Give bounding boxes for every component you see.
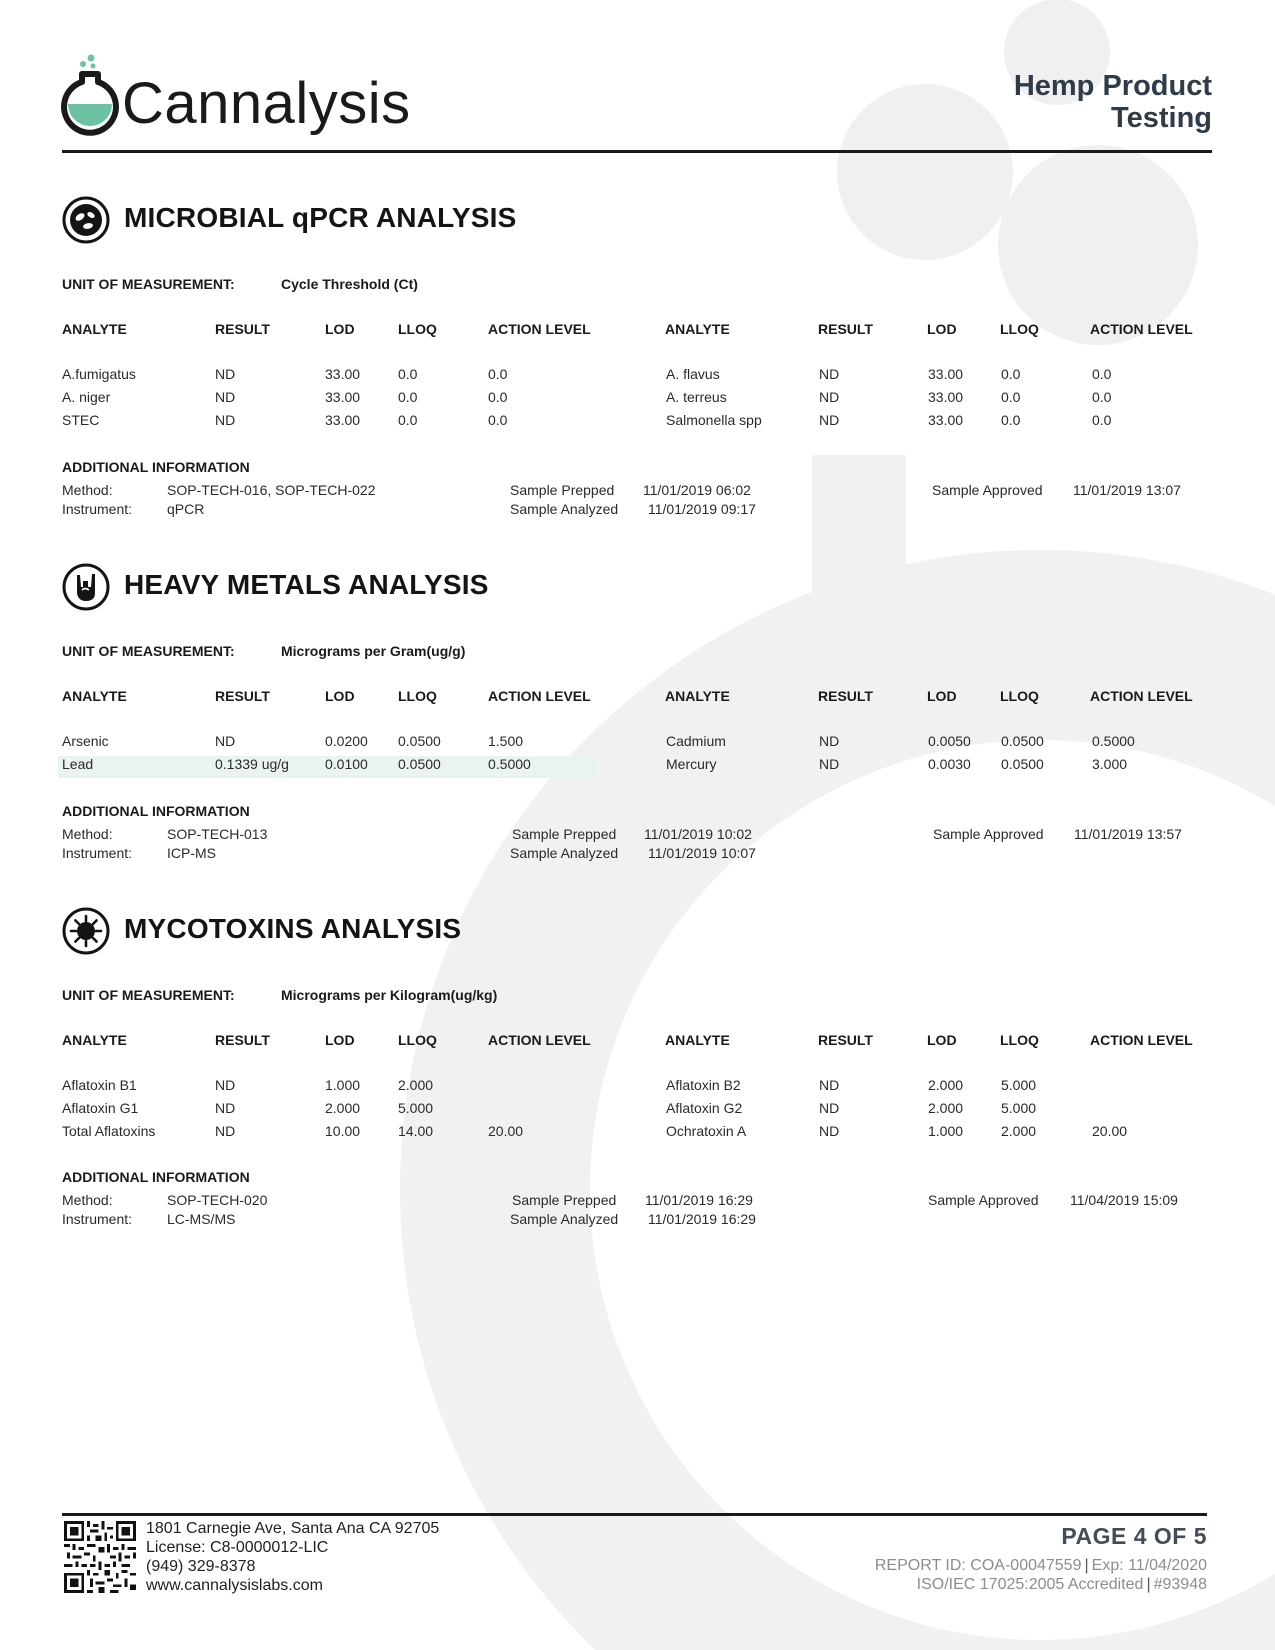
analyte-name: A. terreus [666, 389, 727, 405]
column-header-action-level: ACTION LEVEL [488, 688, 591, 704]
instrument-label: Instrument: [62, 501, 133, 517]
lod-value: 33.00 [325, 412, 361, 428]
accreditation-line: ISO/IEC 17025:2005 Accredited | #93948 [916, 1576, 1207, 1593]
column-header-lloq: LLOQ [1000, 1032, 1039, 1048]
lloq-value: 2.000 [1001, 1123, 1037, 1139]
microbial-section [62, 196, 1212, 526]
result-value: ND [819, 756, 840, 772]
column-header-lod: LOD [927, 321, 957, 337]
sample-analyzed-label: Sample Analyzed [510, 845, 619, 861]
lloq-value: 5.000 [398, 1100, 434, 1116]
column-header-lod: LOD [927, 1032, 957, 1048]
mycotoxins-section [62, 907, 1212, 1237]
column-header-result: RESULT [215, 1032, 270, 1048]
table-row [62, 1077, 1212, 1099]
lloq-value: 0.0500 [1001, 733, 1044, 749]
table-row [62, 412, 1212, 434]
analyte-name: A.fumigatus [62, 366, 136, 382]
analyte-name: Salmonella spp [666, 412, 762, 428]
accreditation: ISO/IEC 17025:2005 Accredited [916, 1576, 1144, 1593]
header-divider [62, 150, 1212, 153]
method-value: SOP-TECH-013 [167, 826, 268, 842]
analyte-name: STEC [62, 412, 100, 428]
result-value: ND [819, 1100, 840, 1116]
report-expiry: Exp: 11/04/2020 [1091, 1557, 1207, 1574]
certificate-number: #93948 [1153, 1576, 1207, 1593]
microbe-icon [62, 196, 110, 244]
column-header-action-level: ACTION LEVEL [1090, 1032, 1193, 1048]
document-type-line-2: Testing [1111, 102, 1212, 134]
result-value: 0.1339 ug/g [215, 756, 289, 772]
sample-approved-label: Sample Approved [932, 482, 1043, 498]
result-value: ND [819, 389, 840, 405]
column-header-lod: LOD [325, 688, 355, 704]
action-level-value: 1.500 [488, 733, 524, 749]
lab-phone[interactable]: (949) 329-8378 [146, 1558, 256, 1575]
method-value: SOP-TECH-020 [167, 1192, 268, 1208]
sample-prepped-label: Sample Prepped [510, 482, 615, 498]
lod-value: 2.000 [325, 1100, 361, 1116]
result-value: ND [819, 733, 840, 749]
lloq-value: 5.000 [1001, 1100, 1037, 1116]
column-header-analyte: ANALYTE [665, 688, 730, 704]
sample-prepped-value: 11/01/2019 16:29 [645, 1192, 753, 1208]
action-level-value: 0.0 [488, 366, 508, 382]
lod-value: 33.00 [928, 389, 964, 405]
lod-value: 33.00 [928, 366, 964, 382]
lloq-value: 0.0500 [398, 756, 441, 772]
result-value: ND [215, 1100, 236, 1116]
lod-value: 0.0050 [928, 733, 971, 749]
document-type-line-1: Hemp Product [1013, 70, 1212, 102]
result-value: ND [215, 412, 236, 428]
lloq-value: 14.00 [398, 1123, 434, 1139]
flask-logo-icon [60, 52, 120, 138]
lloq-value: 0.0 [1001, 366, 1021, 382]
result-value: ND [215, 1123, 236, 1139]
lod-value: 2.000 [928, 1100, 964, 1116]
table-row [62, 733, 1212, 755]
additional-information-heading: ADDITIONAL INFORMATION [62, 459, 250, 475]
section-title: MYCOTOXINS ANALYSIS [124, 913, 462, 944]
column-header-action-level: ACTION LEVEL [488, 1032, 591, 1048]
lod-value: 10.00 [325, 1123, 361, 1139]
qr-code-icon[interactable] [64, 1521, 136, 1593]
column-header-lod: LOD [325, 321, 355, 337]
analyte-name: Total Aflatoxins [62, 1123, 156, 1139]
column-header-action-level: ACTION LEVEL [1090, 321, 1193, 337]
table-row [62, 1100, 1212, 1122]
lod-value: 33.00 [325, 366, 361, 382]
result-value: ND [819, 366, 840, 382]
sample-analyzed-label: Sample Analyzed [510, 501, 619, 517]
sample-approved-label: Sample Approved [928, 1192, 1039, 1208]
lloq-value: 0.0 [398, 412, 418, 428]
analyte-name: A. niger [62, 389, 111, 405]
sample-prepped-value: 11/01/2019 06:02 [643, 482, 751, 498]
column-header-lloq: LLOQ [398, 688, 437, 704]
table-row-highlighted [62, 756, 1212, 778]
instrument-value: qPCR [167, 501, 205, 517]
sample-analyzed-value: 11/01/2019 16:29 [648, 1211, 756, 1227]
analyte-name: Lead [62, 756, 94, 772]
lod-value: 1.000 [325, 1077, 361, 1093]
lab-address: 1801 Carnegie Ave, Santa Ana CA 92705 [146, 1520, 440, 1537]
column-header-result: RESULT [818, 688, 873, 704]
footer-divider [62, 1513, 1207, 1516]
unit-label: UNIT OF MEASUREMENT: [62, 987, 235, 1003]
column-header-lod: LOD [927, 688, 957, 704]
lloq-value: 0.0 [1001, 412, 1021, 428]
table-row [62, 366, 1212, 388]
lod-value: 33.00 [928, 412, 964, 428]
action-level-value: 0.5000 [1092, 733, 1135, 749]
lloq-value: 0.0 [398, 366, 418, 382]
unit-label: UNIT OF MEASUREMENT: [62, 643, 235, 659]
lab-contact-block [146, 1519, 439, 1595]
column-header-result: RESULT [215, 688, 270, 704]
instrument-value: LC-MS/MS [167, 1211, 236, 1227]
lod-value: 0.0030 [928, 756, 971, 772]
rock-hand-icon [62, 563, 110, 611]
analyte-name: Aflatoxin B2 [666, 1077, 741, 1093]
lloq-value: 0.0500 [398, 733, 441, 749]
instrument-value: ICP-MS [167, 845, 216, 861]
unit-label: UNIT OF MEASUREMENT: [62, 276, 235, 292]
lod-value: 2.000 [928, 1077, 964, 1093]
column-header-analyte: ANALYTE [62, 688, 127, 704]
result-value: ND [819, 1123, 840, 1139]
action-level-value: 0.0 [1092, 366, 1112, 382]
sample-approved-value: 11/01/2019 13:57 [1074, 826, 1182, 842]
brand-name: Cannalysis [122, 71, 411, 136]
analyte-name: Aflatoxin G1 [62, 1100, 139, 1116]
column-header-analyte: ANALYTE [665, 321, 730, 337]
column-header-lloq: LLOQ [398, 1032, 437, 1048]
lod-value: 33.00 [325, 389, 361, 405]
column-header-analyte: ANALYTE [62, 1032, 127, 1048]
sample-approved-label: Sample Approved [933, 826, 1044, 842]
sample-prepped-label: Sample Prepped [512, 1192, 617, 1208]
result-value: ND [819, 1077, 840, 1093]
lloq-value: 0.0 [1001, 389, 1021, 405]
lloq-value: 5.000 [1001, 1077, 1037, 1093]
column-header-result: RESULT [215, 321, 270, 337]
action-level-value: 0.0 [1092, 412, 1112, 428]
action-level-value: 20.00 [1092, 1123, 1128, 1139]
lloq-value: 2.000 [398, 1077, 434, 1093]
column-header-lloq: LLOQ [1000, 688, 1039, 704]
lab-website-link[interactable]: www.cannalysislabs.com [146, 1577, 323, 1594]
instrument-label: Instrument: [62, 845, 133, 861]
action-level-value: 0.0 [488, 389, 508, 405]
sample-analyzed-value: 11/01/2019 10:07 [648, 845, 756, 861]
result-value: ND [215, 1077, 236, 1093]
column-header-lloq: LLOQ [398, 321, 437, 337]
section-title: MICROBIAL qPCR ANALYSIS [124, 202, 517, 233]
unit-value: Cycle Threshold (Ct) [281, 276, 418, 292]
report-id: REPORT ID: COA-00047559 [874, 1557, 1082, 1574]
analyte-name: Arsenic [62, 733, 109, 749]
analyte-name: Cadmium [666, 733, 726, 749]
sample-approved-value: 11/01/2019 13:07 [1073, 482, 1181, 498]
action-level-value: 0.0 [1092, 389, 1112, 405]
action-level-value: 3.000 [1092, 756, 1128, 772]
action-level-value: 20.00 [488, 1123, 524, 1139]
instrument-label: Instrument: [62, 1211, 133, 1227]
method-label: Method: [62, 826, 113, 842]
method-label: Method: [62, 482, 113, 498]
sample-prepped-value: 11/01/2019 10:02 [644, 826, 752, 842]
result-value: ND [819, 412, 840, 428]
additional-information-heading: ADDITIONAL INFORMATION [62, 1169, 250, 1185]
heavy-metals-section [62, 563, 1212, 873]
method-value: SOP-TECH-016, SOP-TECH-022 [167, 482, 376, 498]
lloq-value: 0.0500 [1001, 756, 1044, 772]
analyte-name: A. flavus [666, 366, 720, 382]
table-row [62, 1123, 1212, 1145]
result-value: ND [215, 389, 236, 405]
sample-analyzed-label: Sample Analyzed [510, 1211, 619, 1227]
column-header-action-level: ACTION LEVEL [488, 321, 591, 337]
result-value: ND [215, 366, 236, 382]
method-label: Method: [62, 1192, 113, 1208]
result-value: ND [215, 733, 236, 749]
lod-value: 1.000 [928, 1123, 964, 1139]
lod-value: 0.0100 [325, 756, 368, 772]
analyte-name: Aflatoxin G2 [666, 1100, 743, 1116]
section-title: HEAVY METALS ANALYSIS [124, 569, 489, 600]
analyte-name: Mercury [666, 756, 717, 772]
column-header-lloq: LLOQ [1000, 321, 1039, 337]
action-level-value: 0.5000 [488, 756, 531, 772]
sample-approved-value: 11/04/2019 15:09 [1070, 1192, 1178, 1208]
analyte-name: Ochratoxin A [666, 1123, 747, 1139]
column-header-analyte: ANALYTE [62, 321, 127, 337]
column-header-action-level: ACTION LEVEL [1090, 688, 1193, 704]
document-type [952, 70, 1212, 134]
unit-value: Micrograms per Gram(ug/g) [281, 643, 466, 659]
table-row [62, 389, 1212, 411]
column-header-result: RESULT [818, 321, 873, 337]
report-id-line: REPORT ID: COA-00047559 | Exp: 11/04/2020 [874, 1557, 1207, 1574]
analyte-name: Aflatoxin B1 [62, 1077, 137, 1093]
lod-value: 0.0200 [325, 733, 368, 749]
column-header-lod: LOD [325, 1032, 355, 1048]
sample-analyzed-value: 11/01/2019 09:17 [648, 501, 756, 517]
page-number: PAGE 4 OF 5 [1061, 1523, 1207, 1549]
lab-license: License: C8-0000012-LIC [146, 1539, 329, 1556]
unit-value: Micrograms per Kilogram(ug/kg) [281, 987, 498, 1003]
sample-prepped-label: Sample Prepped [512, 826, 617, 842]
column-header-analyte: ANALYTE [665, 1032, 730, 1048]
action-level-value: 0.0 [488, 412, 508, 428]
column-header-result: RESULT [818, 1032, 873, 1048]
additional-information-heading: ADDITIONAL INFORMATION [62, 803, 250, 819]
virus-icon [62, 907, 110, 955]
lloq-value: 0.0 [398, 389, 418, 405]
